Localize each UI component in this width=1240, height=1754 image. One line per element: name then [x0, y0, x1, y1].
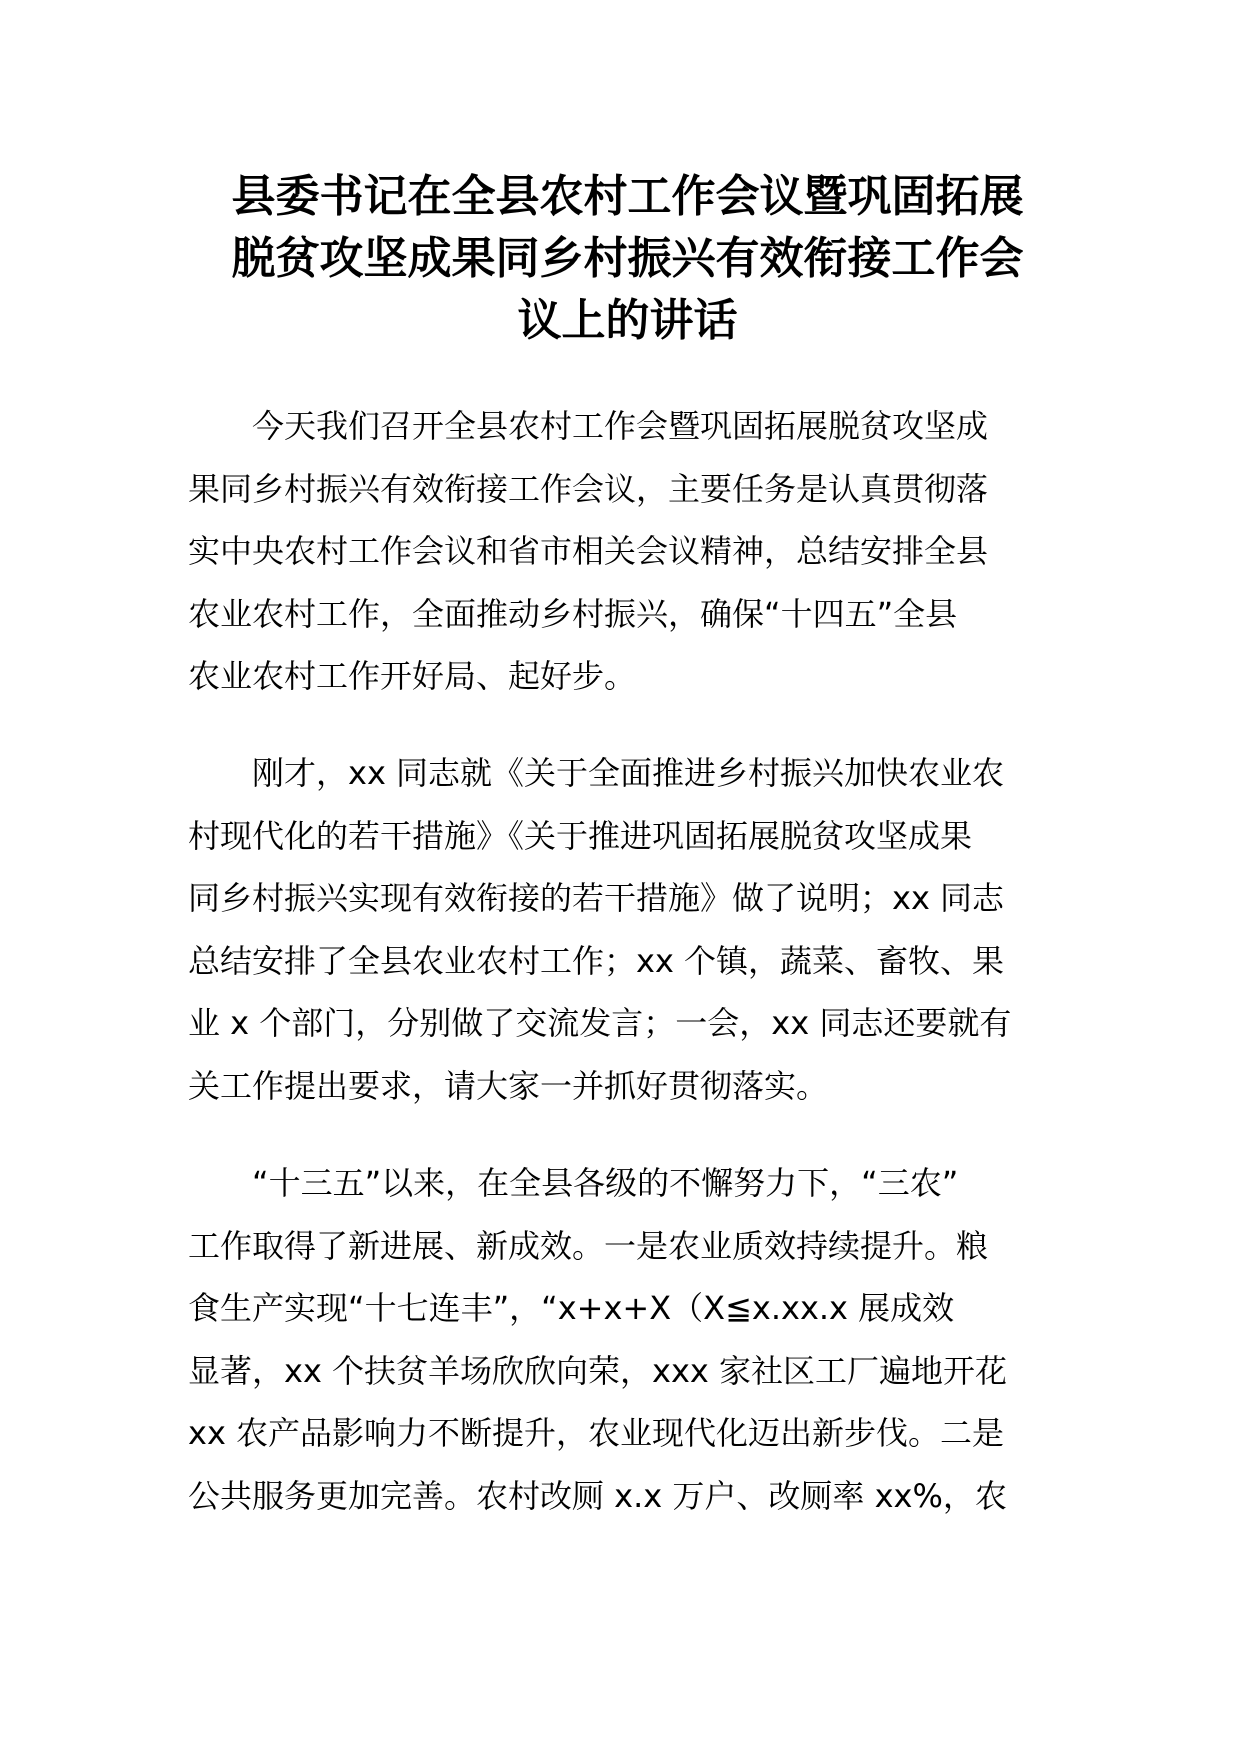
paragraph-line: 业 x 个部门，分别做了交流发言；一会，xx 同志还要就有 — [188, 1004, 1012, 1042]
paragraph-line: 农业农村工作，全面推动乡村振兴，确保“十四五”全县 — [188, 594, 958, 633]
paragraph-reports — [188, 742, 1054, 1117]
paragraph-line: 今天我们召开全县农村工作会暨巩固拓展脱贫攻坚成 — [252, 407, 989, 445]
paragraph-line: 总结安排了全县农业农村工作；xx 个镇，蔬菜、畜牧、果 — [188, 941, 1005, 980]
paragraph-line: 显著，xx 个扶贫羊场欣欣向荣，xxx 家社区工厂遍地开花 — [188, 1351, 1008, 1390]
paragraph-line: 关工作提出要求，请大家一并抓好贯彻落实。 — [188, 1066, 829, 1105]
paragraph-line: 工作取得了新进展、新成效。一是农业质效持续提升。粮 — [188, 1226, 989, 1265]
title-line: 脱贫攻坚成果同乡村振兴有效衔接工作会 — [231, 233, 1024, 284]
paragraph-line: 公共服务更加完善。农村改厕 x.x 万户、改厕率 xx%，农 — [188, 1476, 1007, 1515]
title-line: 议上的讲话 — [517, 295, 738, 346]
paragraph-line: 实中央农村工作会议和省市相关会议精神，总结安排全县 — [188, 532, 989, 570]
paragraph-line: xx 农产品影响力不断提升，农业现代化迈出新步伐。二是 — [188, 1414, 1005, 1452]
document-title — [200, 166, 1055, 352]
paragraph-line: 同乡村振兴实现有效衔接的若干措施》做了说明；xx 同志 — [188, 879, 1005, 917]
paragraph-achievements — [188, 1152, 1054, 1527]
paragraph-line: 农业农村工作开好局、起好步。 — [188, 657, 637, 695]
paragraph-opening — [188, 395, 1054, 708]
title-line: 县委书记在全县农村工作会议暨巩固拓展 — [231, 171, 1024, 222]
paragraph-line: 刚才，xx 同志就《关于全面推进乡村振兴加快农业农 — [252, 754, 1005, 792]
paragraph-line: 食生产实现“十七连丰”，“x+x+X（X≦x.xx.x 展成效 — [188, 1289, 955, 1327]
paragraph-line: “十三五”以来，在全县各级的不懈努力下，“三农” — [252, 1164, 959, 1202]
paragraph-line: 村现代化的若干措施》《关于推进巩固拓展脱贫攻坚成果 — [188, 816, 973, 855]
paragraph-line: 果同乡村振兴有效衔接工作会议，主要任务是认真贯彻落 — [188, 469, 989, 508]
